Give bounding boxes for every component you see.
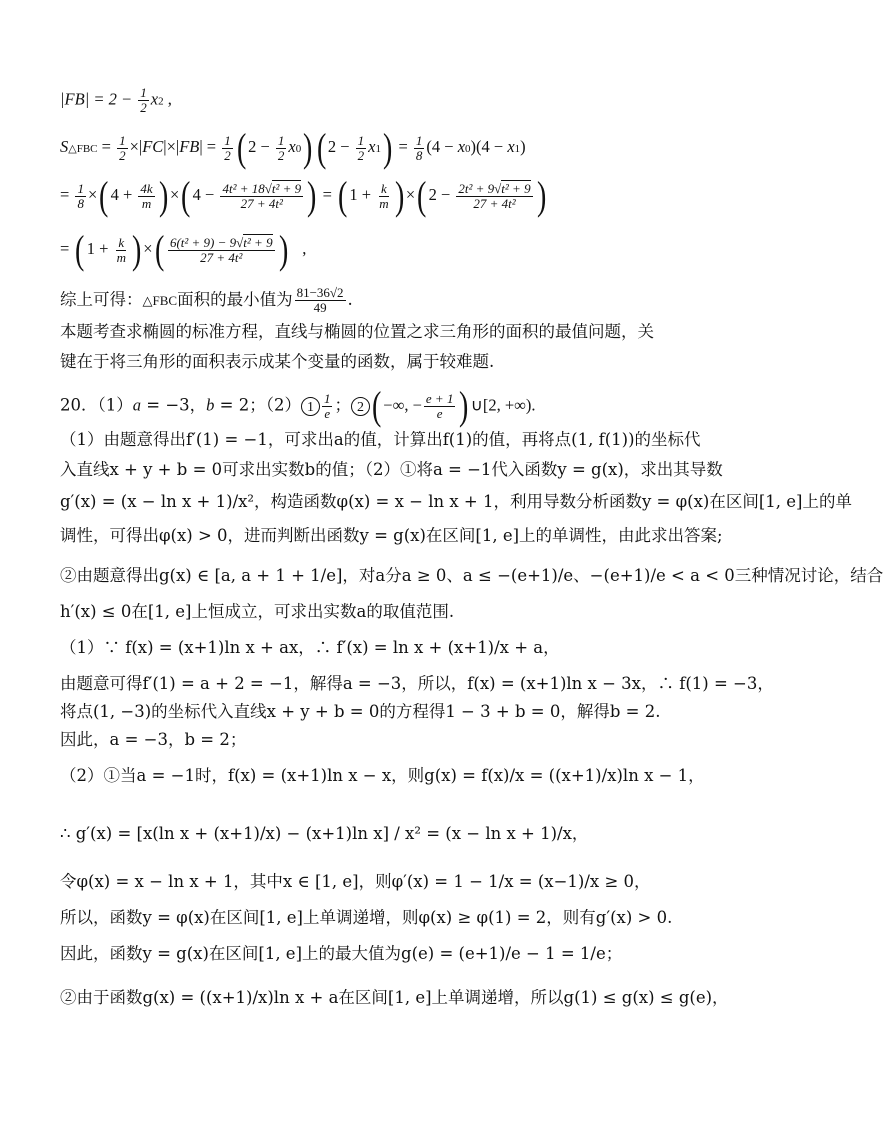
solution-1-line-1: （1）∵ f(x) = (x+1)ln x + ax，∴ f′(x) = ln x + (x+1)/x + a， [60, 638, 560, 657]
analysis-line-4: 调性，可得出φ(x) > 0，进而判断出函数y = g(x)在区间[1, e]上的单调性，由此求出答案; [60, 526, 723, 545]
solution-2-line-2: ∴ g′(x) = [x(ln x + (x+1)/x) − (x+1)ln x] / x² = (x − ln x + 1)/x， [60, 824, 589, 843]
equation-area-simplified: = ( 1 + $\frac{k}{m}$ ) ×( $\frac{\text{6(t² + 9) − 9√t² + 9}}{\text{27 + 4t²}}$ ) , [60, 227, 307, 272]
circled-one-icon: 1 [301, 397, 320, 416]
equation-area: S△FBC = $\frac{1}{2}$ ×|FC|×|FB| = $\frac{1}{2}$ ( 2 − $\frac{1}{2}$ x0)( 2 − $\frac{1}{2}$ x1) = $\frac{1}{8}$ (4 − x0)(4 − x1) [60, 125, 526, 170]
solution-1-line-4: 因此，a = −3，b = 2； [60, 730, 247, 749]
analysis-line-5: ②由题意得出g(x) ∈ [a, a + 1 + 1/e]，对a分a ≥ 0、a ≤ −(e+1)/e、−(e+1)/e < a < 0三种情况讨论，结合 [60, 566, 883, 585]
solution-1-line-2: 由题意可得f′(1) = a + 2 = −1，解得a = −3，所以，f(x) = (x+1)ln x − 3x，∴ f(1) = −3， [60, 674, 774, 693]
comment-line-2: 键在于将三角形的面积表示成某个变量的函数，属于较难题. [60, 352, 495, 371]
solution-2-line-1: （2）①当a = −1时，f(x) = (x+1)ln x − x，则g(x) = f(x)/x = ((x+1)/x)ln x − 1， [60, 766, 705, 785]
solution-2-line-6: ②由于函数g(x) = ((x+1)/x)ln x + a在区间[1, e]上单调递增，所以g(1) ≤ g(x) ≤ g(e)， [60, 988, 729, 1007]
comment-line-1: 本题考查求椭圆的标准方程，直线与椭圆的位置之求三角形的面积的最值问题，关 [60, 322, 654, 341]
equation-area-expand: = $\frac{1}{8}$ ×( 4 + $\frac{4k}{m}$ ) ×( 4 − $\frac{\text{4t² + 18√t² + 9}}{\text{27 + 4t²}}$ ) = ( 1 + $\frac{k}{m}$ ) ×( 2 − $\frac{\text{2t² + 9√t² + 9}}{\text{27 + 4t²}}$ ) [60, 173, 546, 218]
solution-2-line-3: 令φ(x) = x − ln x + 1，其中x ∈ [1, e]，则φ′(x) = 1 − 1/x = (x−1)/x ≥ 0， [60, 872, 651, 891]
equation-fb: |FB| = 2 − $\frac{1}{2}$ x2 , [60, 85, 172, 115]
analysis-line-1: （1）由题意得出f′(1) = −1，可求出a的值，计算出f(1)的值，再将点(1, f(1))的坐标代 [60, 430, 701, 449]
analysis-line-3: g′(x) = (x − ln x + 1)/x²，构造函数φ(x) = x − ln x + 1，利用导数分析函数y = φ(x)在区间[1, e]上的单 [60, 492, 852, 511]
solution-2-line-4: 所以，函数y = φ(x)在区间[1, e]上单调递增，则φ(x) ≥ φ(1) = 2，则有g′(x) > 0. [60, 908, 673, 927]
analysis-line-6: h′(x) ≤ 0在[1, e]上恒成立，可求出实数a的取值范围. [60, 602, 455, 621]
question-20-answer: 20．（1）a = −3，b = 2；（2） 1 $\frac{1}{e}$ ； 2 ( −∞, − $\frac{e + 1}{e}$ ) ∪[2, +∞). [60, 383, 536, 428]
solution-2-line-5: 因此，函数y = g(x)在区间[1, e]上的最大值为g(e) = (e+1)/e − 1 = 1/e； [60, 944, 623, 963]
solution-1-line-3: 将点(1, −3)的坐标代入直线x + y + b = 0的方程得1 − 3 + b = 0，解得b = 2. [60, 702, 661, 721]
summary-line: 综上可得：△FBC面积的最小值为 $\frac{81-36√2}{49}$ . [60, 285, 353, 315]
fraction: $\frac{1}{2}$ [140, 85, 147, 115]
circled-two-icon: 2 [351, 397, 370, 416]
analysis-line-2: 入直线x + y + b = 0可求出实数b的值；（2）①将a = −1代入函数y = g(x)，求出其导数 [60, 460, 723, 479]
